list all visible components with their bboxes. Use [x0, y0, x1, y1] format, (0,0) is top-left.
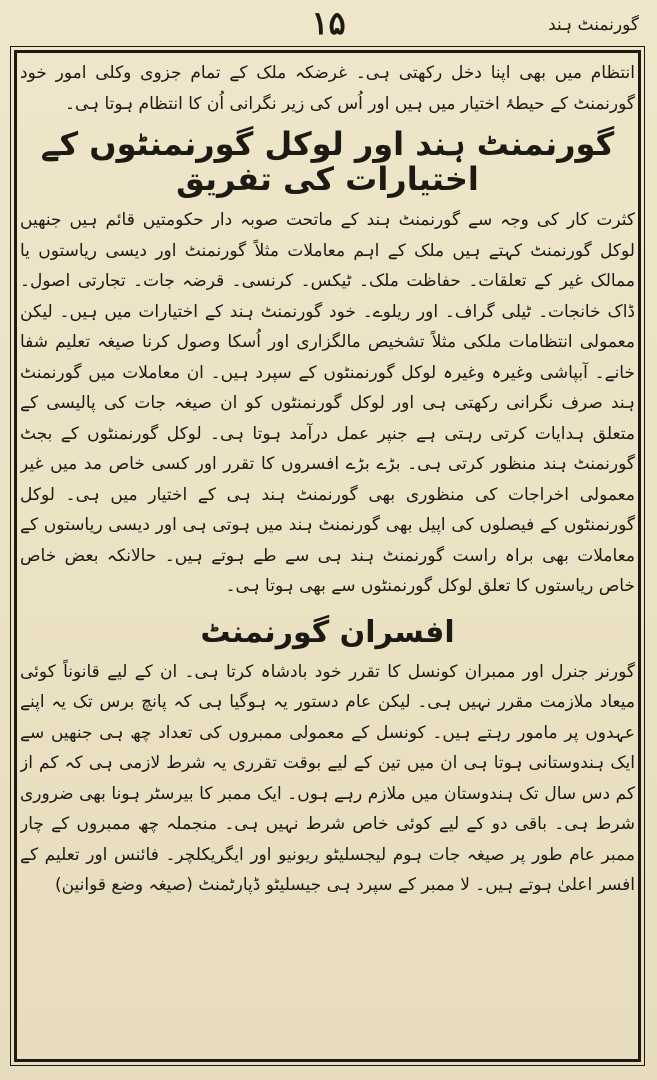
page-number: ۱۵ [311, 4, 346, 42]
text-column [20, 58, 635, 1054]
section-heading-government-officers: افسران گورنمنٹ [200, 614, 455, 650]
intro-paragraph: انتظام میں بھی اپنا دخل رکھتی ہی۔ غرضکہ ملک کے تمام جزوی وکلی امور خود گورنمنٹ کے حیطۂ اختیار میں ہیں اور اُس کی زیر نگرانی اُن کا انتظام ہوتا ہی۔ [20, 63, 635, 114]
paragraph-division-of-powers: کثرت کار کی وجہ سے گورنمنٹ ہند کے ماتحت صوبہ دار حکومتیں قائم ہیں جنھیں لوکل گورنمنٹ کہتے ہیں ملک کے اہم معاملات مثلاً گورنمنٹ اور دیسی ریاستوں یا ممالک غیر کے تعلقات۔ حفاظت ملک۔ ٹیکس۔ کرنسی۔ قرضہ جات۔ تجارتی اصول۔ ڈاک خانجات۔ ٹیلی گراف۔ اور ریلوے۔ خود گورنمنٹ ہند کے اختیارات میں ہیں۔ لیکن معمولی انتظامات ملکی مثلاً تشخیص مالگزاری اور اُسکا وصول کرنا صیغہ تعلیم شفا خانے۔ آبپاشی وغیرہ وغیرہ لوکل گورنمنٹوں کے سپرد ہیں۔ ان معاملات میں گورنمنٹ ہند صرف نگرانی رکھتی ہی اور لوکل گورنمنٹوں کو ان صیغہ جات کی پالیسی کے متعلق ہدایات کرتی رہتی ہے جنپر عمل درآمد ہوتا ہی۔ لوکل گورنمنٹوں کے بجٹ گورنمنٹ ہند منظور کرتی ہی۔ بڑے بڑے افسروں کا تقرر اور کسی خاص مد میں غیر معمولی اخراجات کی منظوری بھی گورنمنٹ ہند ہی کے اختیار میں ہی۔ لوکل گورنمنٹوں کے فیصلوں کی اپیل بھی گورنمنٹ ہند میں ہوتی ہی اور دیسی ریاستوں کے معاملات بھی براہ راست گورنمنٹ ہند ہی سے طے ہوتے ہیں۔ حالانکہ بعض خاص خاص ریاستوں کا تعلق لوکل گورنمنٹوں سے بھی ہوتا ہی۔ [20, 210, 635, 597]
section-heading-division-of-powers: گورنمنٹ ہند اور لوکل گورنمنٹوں کے اختیارات کی تفریق [40, 125, 615, 199]
paragraph-government-officers: گورنر جنرل اور ممبران کونسل کا تقرر خود بادشاہ کرتا ہی۔ ان کے لیے قانوناً کوئی میعاد ملازمت مقرر نہیں ہی۔ لیکن عام دستور یہ ہوگیا ہی کہ پانچ برس تک یہ اپنے عہدوں پر مامور رہتے ہیں۔ کونسل کے معمولی ممبروں کی تعداد چھ ہی جنھیں سے ایک ہندوستانی ہوتا ہی ان میں تین کے لیے بوقت تقرری یہ شرط لازمی ہی کہ کم از کم دس سال تک ہندوستان میں ملازم رہے ہوں۔ ایک ممبر کا بیرسٹر ہونا بھی ضروری شرط ہی۔ باقی دو کے لیے کوئی خاص شرط نہیں ہی۔ منجملہ چھ ممبروں کے چار ممبر عام طور پر صیغہ جات ہوم لیجسلیٹو ریونیو اور ایگریکلچر۔ فائنس اور تعلیم کے افسر اعلیٰ ہوتے ہیں۔ لا ممبر کے سپرد ہی جیسلیٹو ڈپارٹمنٹ (صیغہ وضع قوانین) [20, 661, 635, 896]
running-header: گورنمنٹ ہند [548, 15, 639, 35]
